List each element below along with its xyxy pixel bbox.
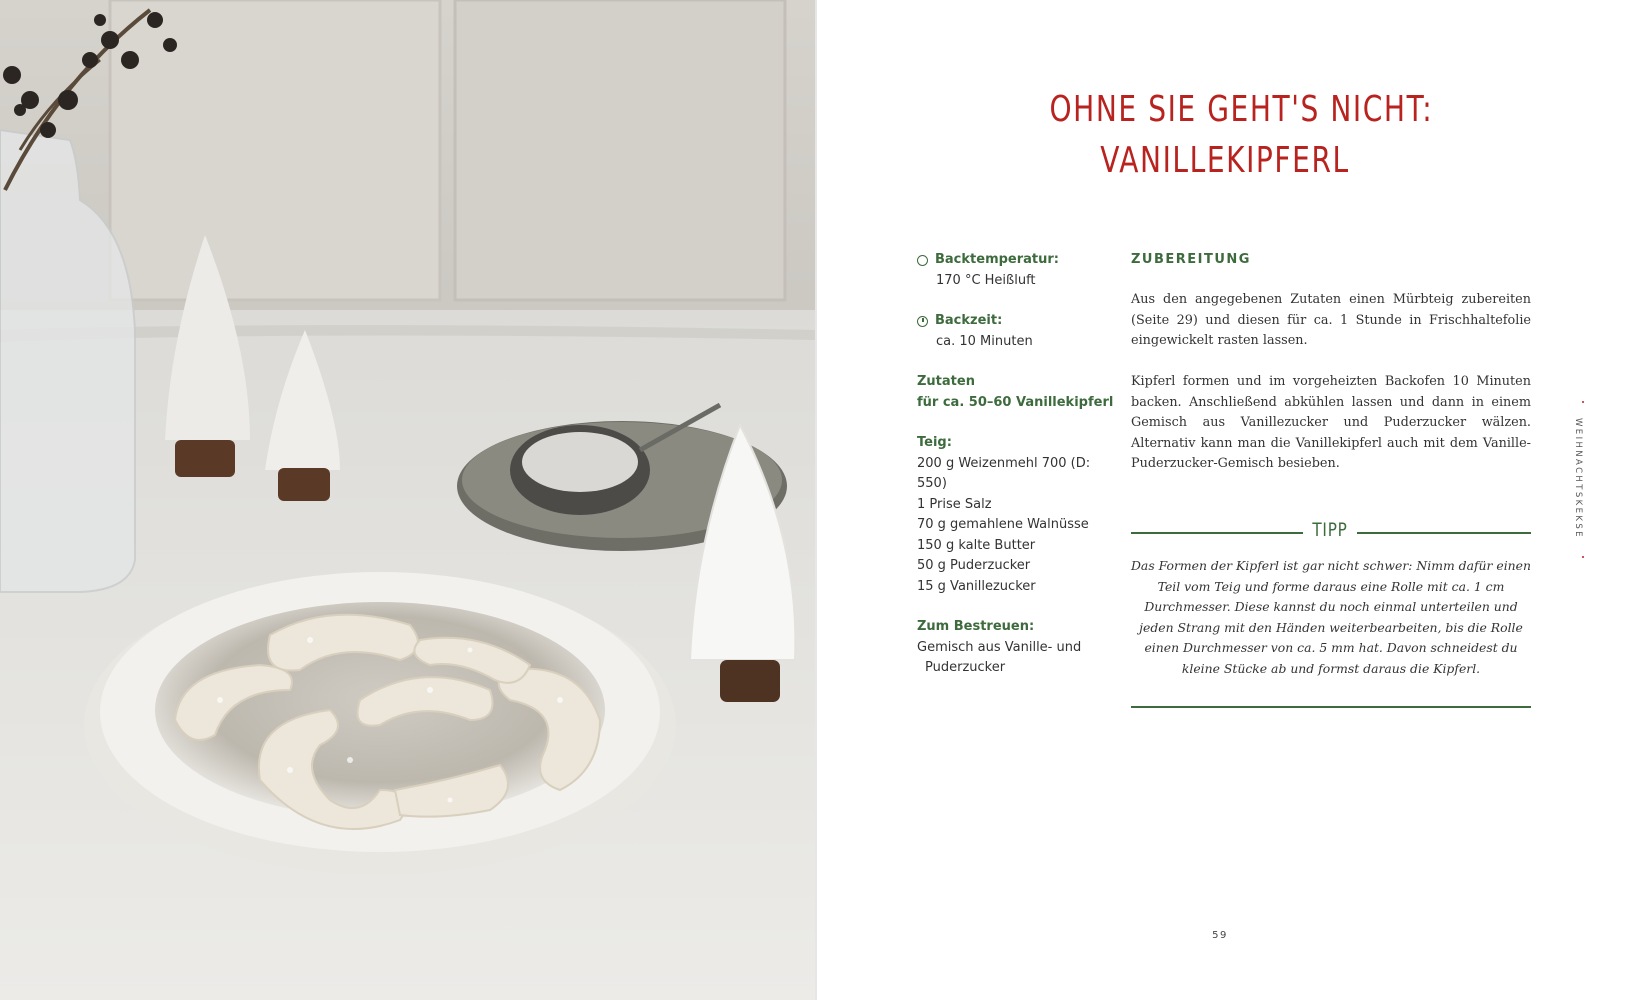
title-line-2: VANILLEKIPFERL xyxy=(1100,140,1350,181)
dusting-block xyxy=(917,617,1117,679)
chapter-label: WEIHNACHTSKEKSE xyxy=(1573,418,1583,539)
ingredients-heading-block xyxy=(917,372,1117,413)
tipp-text: Das Formen der Kipferl ist gar nicht schwer: Nimm dafür einen Teil vom Teig und forme daraus eine Rolle mit ca. 1 cm Durchmesser. Diese kannst du noch einmal unterteilen und jeden Strang mit den Händen weiterbearbeiten, bis die Rolle einen Durchmesser von ca. 5 mm hat. Davon schneidest du kleine Stücke ab und formst daraus die Kipferl. xyxy=(1131,558,1531,676)
preparation-section xyxy=(1131,250,1531,495)
recipe-info xyxy=(917,250,1117,699)
dough-block xyxy=(917,433,1117,597)
dough-label: Teig: xyxy=(917,435,952,450)
tipp-rule-left xyxy=(1131,532,1303,534)
ingredient-item: 1 Prise Salz xyxy=(917,496,992,512)
ingredient-item: 150 g kalte Butter xyxy=(917,537,1036,553)
preparation-paragraph-1: Aus den angegebenen Zutaten einen Mürbteig zubereiten (Seite 29) und diesen für ca. 1 Stunde in Frischhaltefolie eingewickelt rasten lassen. xyxy=(1131,292,1531,348)
photo-illustration xyxy=(0,0,815,1000)
side-tab-dot-top xyxy=(1582,401,1584,403)
time-value: ca. 10 Minuten xyxy=(936,333,1033,349)
page-spine xyxy=(815,0,817,1000)
bake-time-block xyxy=(917,311,1117,352)
chapter-side-tab xyxy=(1573,408,1585,568)
ingredient-item: 50 g Puderzucker xyxy=(917,558,1031,573)
ingredients-yield: für ca. 50–60 Vanillekipferl xyxy=(917,394,1114,410)
preparation-heading: ZUBEREITUNG xyxy=(1131,252,1251,267)
ingredient-item: 70 g gemahlene Walnüsse xyxy=(917,517,1089,532)
ingredient-item: 200 g Weizenmehl 700 (D: 550) xyxy=(917,455,1091,491)
tipp-rule-bottom xyxy=(1131,706,1531,708)
clock-icon xyxy=(917,316,928,327)
tipp-label: TIPP xyxy=(1312,519,1348,541)
tipp-rule-right xyxy=(1357,532,1531,534)
time-label: Backzeit: xyxy=(935,313,1003,328)
dusting-item-line-1: Gemisch aus Vanille- und xyxy=(917,639,1082,655)
ingredients-label: Zutaten xyxy=(917,374,975,389)
preparation-paragraph-2: Kipferl formen und im vorgeheizten Backofen 10 Minuten backen. Anschließend abkühlen lassen und dann in einem Gemisch aus Vanillezucker und Puderzucker wälzen. Alternativ kann man die Vanillekipferl auch mit dem Vanille-Puderzucker-Gemisch besieben. xyxy=(1131,374,1531,471)
cookie-photo xyxy=(0,0,815,1000)
ingredient-item: 15 g Vanillezucker xyxy=(917,578,1036,594)
temp-label: Backtemperatur: xyxy=(935,252,1059,267)
recipe-title xyxy=(1049,84,1434,186)
title-line-1: OHNE SIE GEHT'S NICHT: xyxy=(1049,89,1434,130)
bake-temperature-block xyxy=(917,250,1117,291)
dusting-item-line-2: Puderzucker xyxy=(925,660,1006,675)
temp-value: 170 °C Heißluft xyxy=(936,272,1036,288)
thermometer-circle-icon xyxy=(917,255,928,266)
page-number: 59 xyxy=(1212,930,1228,941)
side-tab-dot-bottom xyxy=(1582,556,1584,558)
dusting-label: Zum Bestreuen: xyxy=(917,619,1035,634)
